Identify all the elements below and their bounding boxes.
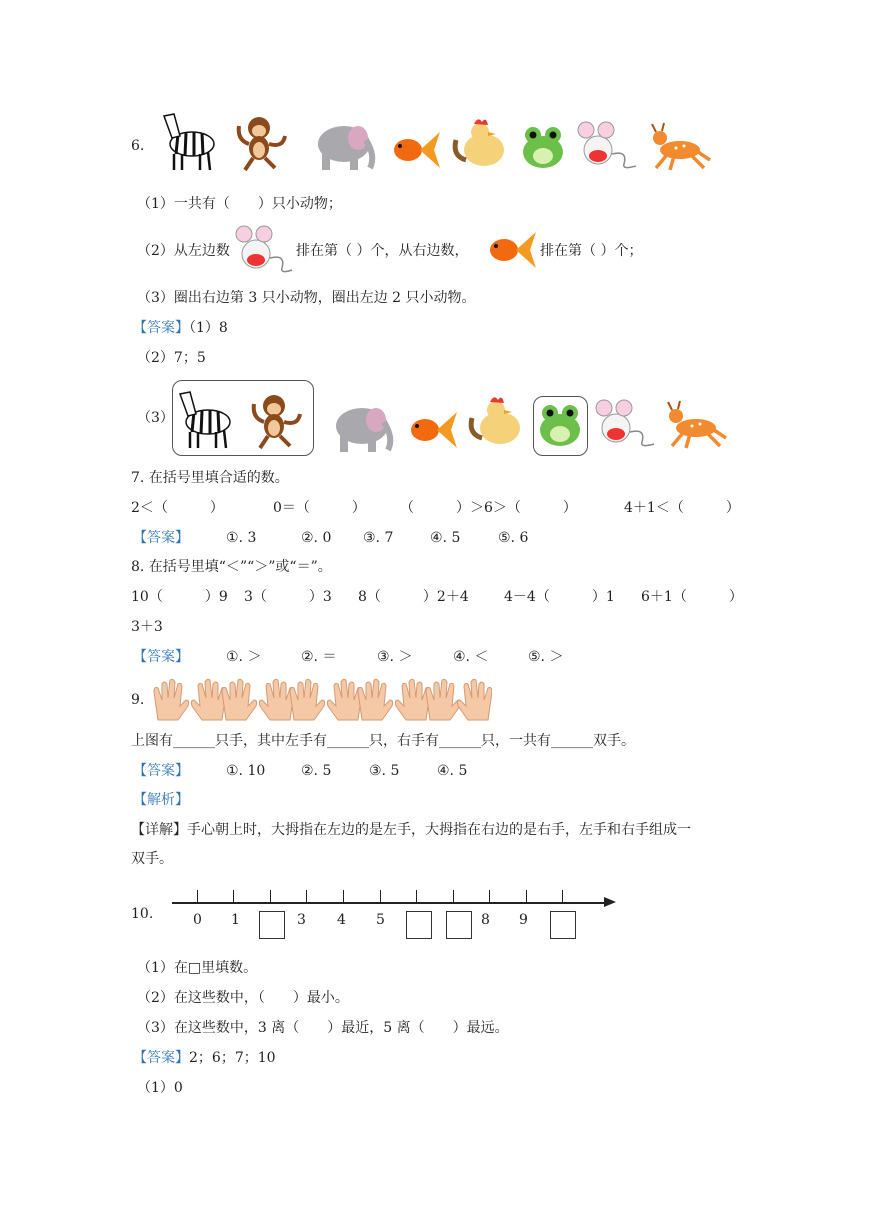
q7-item-1: 2＜（ ） <box>131 500 224 516</box>
elephant-icon <box>300 116 380 172</box>
q9-answer-4: ④. 5 <box>437 763 468 779</box>
frog-icon <box>535 400 585 450</box>
tick <box>416 890 417 902</box>
q9-answer-tag <box>133 762 189 780</box>
goldfish-icon <box>405 406 459 452</box>
q9-analysis-tag <box>133 791 189 809</box>
q8-title: 8. 在括号里填“＜”“＞”或“＝”。 <box>131 559 332 575</box>
q10-answer1: （1）0 <box>137 1080 183 1096</box>
tick-label: 5 <box>376 912 385 928</box>
q9-detail <box>131 821 691 839</box>
q6-sub2-part3: 排在第（ ）个； <box>540 243 643 259</box>
hand-icon <box>191 679 226 720</box>
q8-item-4: 4－4（ ）1 <box>504 589 615 605</box>
elephant-icon <box>318 398 398 454</box>
q8-answer-1: ①. ＞ <box>226 649 262 665</box>
tick <box>343 890 344 902</box>
tick <box>526 890 527 902</box>
tick-label: 3 <box>297 912 306 928</box>
analysis-tag: 【解析】 <box>133 792 189 808</box>
q8-answer-5: ⑤. ＞ <box>528 649 564 665</box>
zebra-icon <box>176 386 244 452</box>
answer-tag: 【答案】 <box>133 649 189 665</box>
hands-illustration <box>152 678 492 722</box>
tick <box>380 890 381 902</box>
q6-answer1: （1）8 <box>189 320 228 336</box>
arrow-right-icon <box>604 896 616 908</box>
zebra-icon <box>160 108 228 174</box>
rooster-icon <box>466 394 528 450</box>
tick-label: 8 <box>481 912 490 928</box>
q6-number: 6. <box>131 138 145 154</box>
q9-detail-1: 手心朝上时，大拇指在左边的是左手，大拇指在右边的是右手，左手和右手组成一 <box>187 822 691 838</box>
q6-sub2-part1: （2）从左边数 <box>137 243 230 259</box>
tick-label: 1 <box>231 912 240 928</box>
tick <box>562 890 563 902</box>
goldfish-icon <box>388 126 442 172</box>
q6-answer3-label: （3） <box>137 410 174 426</box>
q8-item-2: 3（ ）3 <box>244 589 332 605</box>
q9-answer-3: ③. 5 <box>369 763 400 779</box>
q8-answer-3: ③. ＞ <box>377 649 413 665</box>
q6-sub3: （3）圈出右边第 3 只小动物，圈出左边 2 只小动物。 <box>137 290 476 306</box>
q7-answer-2: ②. 0 <box>301 530 332 546</box>
q8-answer-4: ④. ＜ <box>453 649 489 665</box>
frog-icon <box>518 122 568 172</box>
deer-icon <box>664 400 730 450</box>
q9-number: 9. <box>131 692 145 708</box>
q7-answer-tag <box>133 529 189 547</box>
tick <box>453 890 454 902</box>
tick-label: 9 <box>519 912 528 928</box>
hand-icon <box>222 679 257 720</box>
goldfish-icon <box>484 226 538 272</box>
answer-tag: 【答案】 <box>133 320 189 336</box>
tick <box>270 890 271 902</box>
tick-label: 4 <box>337 912 346 928</box>
q6-answer2: （2）7；5 <box>137 350 206 366</box>
monkey-icon <box>248 392 306 450</box>
q8-item-5-cont: 3＋3 <box>131 619 163 635</box>
q9-sentence: 上图有______只手，其中左手有______只，右手有______只，一共有______双手。 <box>131 733 635 749</box>
q7-title: 7. 在括号里填合适的数。 <box>131 470 289 486</box>
q7-answer-3: ③. 7 <box>363 530 394 546</box>
hand-icon <box>457 679 492 720</box>
q10-sub1: （1）在□里填数。 <box>137 960 258 976</box>
hand-icon <box>327 679 362 720</box>
tick <box>197 890 198 902</box>
hand-icon <box>290 679 325 720</box>
tick <box>489 890 490 902</box>
rooster-icon <box>450 116 512 172</box>
q6-sub1: （1）一共有（ ）只小动物； <box>137 196 342 212</box>
q7-item-3: （ ）＞6＞（ ） <box>400 500 577 516</box>
q7-answer-5: ⑤. 6 <box>498 530 529 546</box>
answer-tag: 【答案】 <box>133 763 189 779</box>
q8-item-3: 8（ ）2＋4 <box>358 589 469 605</box>
detail-tag: 【详解】 <box>131 822 187 838</box>
answer-tag: 【答案】 <box>133 530 189 546</box>
q10-sub3: （3）在这些数中，3 离（ ）最近，5 离（ ）最远。 <box>137 1020 509 1036</box>
q7-item-2: 0＝（ ） <box>273 500 366 516</box>
hand-icon <box>154 679 189 720</box>
q8-answer-2: ②. ＝ <box>301 649 337 665</box>
answer-tag: 【答案】 <box>133 1050 189 1066</box>
blank-box[interactable] <box>259 911 285 939</box>
q9-answer-2: ②. 5 <box>301 763 332 779</box>
blank-box[interactable] <box>406 911 432 939</box>
q7-answer-4: ④. 5 <box>430 530 461 546</box>
q6-answer <box>133 319 228 337</box>
mouse-icon <box>590 398 658 450</box>
q8-answer-tag <box>133 648 189 666</box>
q10-sub2: （2）在这些数中，（ ）最小。 <box>137 990 349 1006</box>
tick <box>233 890 234 902</box>
q8-item-5: 6＋1（ ） <box>641 589 743 605</box>
number-line-axis <box>172 902 608 904</box>
q10-number: 10. <box>131 906 154 922</box>
mouse-icon <box>228 222 294 276</box>
blank-box[interactable] <box>550 911 576 939</box>
q7-item-4: 4＋1＜（ ） <box>624 500 740 516</box>
blank-box[interactable] <box>446 911 472 939</box>
hand-icon <box>259 679 294 720</box>
tick <box>306 890 307 902</box>
deer-icon <box>648 122 714 172</box>
q8-item-1: 10（ ）9 <box>131 589 228 605</box>
q7-answer-1: ①. 3 <box>226 530 257 546</box>
mouse-icon <box>572 120 640 172</box>
q10-answer-text: 2；6；7；10 <box>189 1050 276 1066</box>
hand-icon <box>358 679 393 720</box>
tick-label: 0 <box>193 912 202 928</box>
q9-answer-1: ①. 10 <box>226 763 266 779</box>
q10-answer <box>133 1049 276 1067</box>
hand-icon <box>395 679 430 720</box>
monkey-icon <box>233 114 291 172</box>
q9-detail-2: 双手。 <box>131 851 173 867</box>
q6-sub2-part2: 排在第（ ）个，从右边数， <box>296 243 469 259</box>
hand-icon <box>426 679 461 720</box>
